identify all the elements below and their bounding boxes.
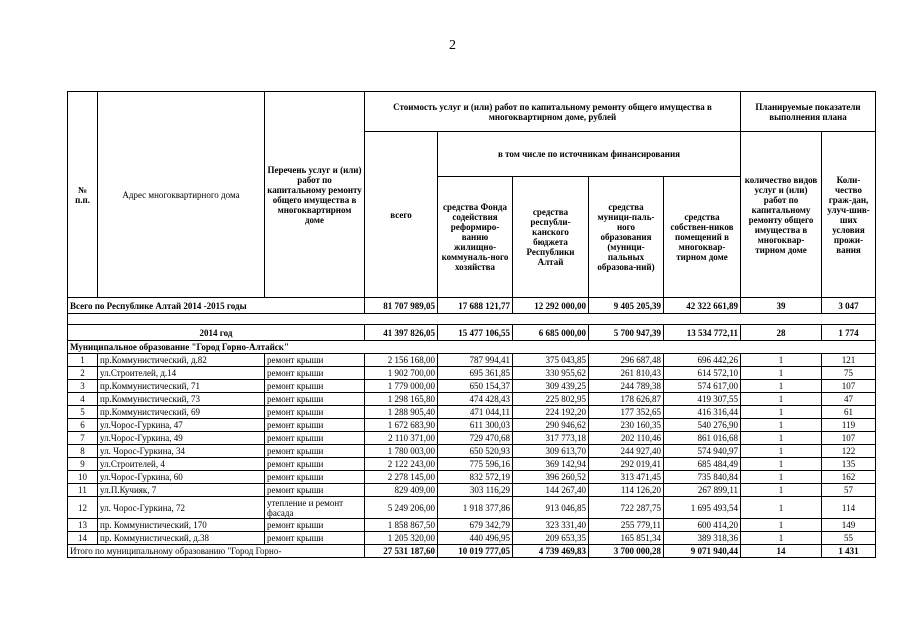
spacer-row — [68, 314, 876, 325]
cell-total: 5 249 206,00 — [365, 497, 438, 519]
header-municipal: средства муници-паль-ного образования (муници-пальных образова-ний) — [589, 177, 664, 298]
cell-fund: 650 154,37 — [438, 380, 513, 393]
cell-work: ремонт крыши — [265, 354, 365, 367]
cell-republic: 309 439,25 — [513, 380, 589, 393]
cell-services: 1 — [741, 380, 822, 393]
cell-citizens: 162 — [822, 471, 876, 484]
page-number: 2 — [449, 38, 456, 53]
cell-fund: 10 019 777,05 — [438, 545, 513, 558]
cell-address: ул.Строителей, 4 — [98, 458, 265, 471]
cell-address: ул.П.Кучияк, 7 — [98, 484, 265, 497]
cell-citizens: 55 — [822, 532, 876, 545]
cell-work: ремонт крыши — [265, 484, 365, 497]
cell-services: 1 — [741, 458, 822, 471]
municipal-total-section — [68, 545, 876, 558]
cell-fund: 695 361,85 — [438, 367, 513, 380]
cell-services: 1 — [741, 406, 822, 419]
cell-owners: 42 322 661,89 — [664, 298, 741, 314]
cell-address: пр. Коммунистический, д.38 — [98, 532, 265, 545]
cell-republic: 209 653,35 — [513, 532, 589, 545]
cell-municipal: 244 927,40 — [589, 445, 664, 458]
table-row — [68, 406, 876, 419]
table-row — [68, 458, 876, 471]
cell-total: 1 672 683,90 — [365, 419, 438, 432]
cell-services: 1 — [741, 519, 822, 532]
cell-republic: 330 955,62 — [513, 367, 589, 380]
cell-num: 5 — [68, 406, 98, 419]
cell-address: ул.Чорос-Гуркина, 49 — [98, 432, 265, 445]
cell-work: ремонт крыши — [265, 406, 365, 419]
cell-municipal: 202 110,46 — [589, 432, 664, 445]
table-row — [68, 532, 876, 545]
cell-republic: 323 331,40 — [513, 519, 589, 532]
cell-fund: 679 342,79 — [438, 519, 513, 532]
cell-owners: 419 307,55 — [664, 393, 741, 406]
cell-address: пр.Коммунистический, д.82 — [98, 354, 265, 367]
cell-republic: 4 739 469,83 — [513, 545, 589, 558]
cell-services: 1 — [741, 471, 822, 484]
cell-num: 3 — [68, 380, 98, 393]
cell-services: 1 — [741, 354, 822, 367]
cell-work: утепление и ремонт фасада — [265, 497, 365, 519]
cell-work: ремонт крыши — [265, 458, 365, 471]
cell-municipal: 177 352,65 — [589, 406, 664, 419]
municipality-label: Муниципальное образование "Город Горно-Алтайск" — [68, 341, 876, 354]
cell-citizens: 57 — [822, 484, 876, 497]
header-address: Адрес многоквартирного дома — [98, 92, 265, 298]
table-row — [68, 354, 876, 367]
table-row — [68, 432, 876, 445]
table-row — [68, 380, 876, 393]
summary-section — [68, 298, 876, 354]
header-fund: средства Фонда содействия реформиро-ванию жилищно-коммуналь-ного хозяйства — [438, 177, 513, 298]
cell-owners: 574 617,00 — [664, 380, 741, 393]
cell-work: ремонт крыши — [265, 445, 365, 458]
cell-municipal: 230 160,35 — [589, 419, 664, 432]
cell-num: 1 — [68, 354, 98, 367]
cell-num: 14 — [68, 532, 98, 545]
cell-work: ремонт крыши — [265, 367, 365, 380]
year-total-label: 2014 год — [68, 325, 365, 341]
cell-owners: 574 940,97 — [664, 445, 741, 458]
cell-fund: 729 470,68 — [438, 432, 513, 445]
cell-total: 1 288 905,40 — [365, 406, 438, 419]
cell-fund: 440 496,95 — [438, 532, 513, 545]
cell-num: 4 — [68, 393, 98, 406]
cell-num: 11 — [68, 484, 98, 497]
cell-municipal: 722 287,75 — [589, 497, 664, 519]
cell-address: ул. Чорос-Гуркина, 34 — [98, 445, 265, 458]
table-row — [68, 393, 876, 406]
table-row — [68, 445, 876, 458]
cell-work: ремонт крыши — [265, 380, 365, 393]
cell-republic: 12 292 000,00 — [513, 298, 589, 314]
cell-fund: 832 572,19 — [438, 471, 513, 484]
cell-fund: 471 044,11 — [438, 406, 513, 419]
cell-municipal: 292 019,41 — [589, 458, 664, 471]
cell-fund: 15 477 106,55 — [438, 325, 513, 341]
cell-fund: 611 300,03 — [438, 419, 513, 432]
cell-owners: 267 899,11 — [664, 484, 741, 497]
republic-total-label: Всего по Республике Алтай 2014 -2015 годы — [68, 298, 365, 314]
cell-num: 2 — [68, 367, 98, 380]
municipal-total-row — [68, 545, 876, 558]
cell-owners: 735 840,84 — [664, 471, 741, 484]
cell-municipal: 313 471,45 — [589, 471, 664, 484]
cell-citizens: 119 — [822, 419, 876, 432]
cell-work: ремонт крыши — [265, 532, 365, 545]
cell-citizens: 61 — [822, 406, 876, 419]
header-republic: средства республи-канского бюджета Республики Алтай — [513, 177, 589, 298]
cell-address: пр.Коммунистический, 71 — [98, 380, 265, 393]
cell-owners: 1 695 493,54 — [664, 497, 741, 519]
cell-address: ул.Строителей, д.14 — [98, 367, 265, 380]
cell-total: 829 409,00 — [365, 484, 438, 497]
table-row — [68, 484, 876, 497]
cell-work: ремонт крыши — [265, 419, 365, 432]
cell-owners: 540 276,90 — [664, 419, 741, 432]
table-row — [68, 419, 876, 432]
cell-work: ремонт крыши — [265, 471, 365, 484]
cell-num: 13 — [68, 519, 98, 532]
cell-total: 1 205 320,00 — [365, 532, 438, 545]
cell-owners: 861 016,68 — [664, 432, 741, 445]
cell-fund: 17 688 121,77 — [438, 298, 513, 314]
cell-municipal: 3 700 000,28 — [589, 545, 664, 558]
cell-address: пр. Коммунистический, 170 — [98, 519, 265, 532]
table-header — [68, 92, 876, 298]
cell-owners: 416 316,44 — [664, 406, 741, 419]
cell-services: 1 — [741, 445, 822, 458]
cell-services: 1 — [741, 419, 822, 432]
header-total: всего — [365, 132, 438, 298]
cell-citizens: 107 — [822, 432, 876, 445]
cell-total: 1 779 000,00 — [365, 380, 438, 393]
cell-services: 1 — [741, 497, 822, 519]
cell-municipal: 178 626,87 — [589, 393, 664, 406]
cell-citizens: 122 — [822, 445, 876, 458]
cell-republic: 6 685 000,00 — [513, 325, 589, 341]
cell-services: 1 — [741, 484, 822, 497]
cell-citizens: 75 — [822, 367, 876, 380]
cell-services: 1 — [741, 432, 822, 445]
cell-work: ремонт крыши — [265, 432, 365, 445]
cell-fund: 775 596,16 — [438, 458, 513, 471]
cell-owners: 600 414,20 — [664, 519, 741, 532]
cell-total: 2 156 168,00 — [365, 354, 438, 367]
cell-citizens: 135 — [822, 458, 876, 471]
cell-municipal: 255 779,11 — [589, 519, 664, 532]
cell-work: ремонт крыши — [265, 393, 365, 406]
cell-total: 1 858 867,50 — [365, 519, 438, 532]
cell-address: ул.Чорос-Гуркина, 47 — [98, 419, 265, 432]
cell-services: 1 — [741, 367, 822, 380]
cell-owners: 389 318,36 — [664, 532, 741, 545]
cell-num: 10 — [68, 471, 98, 484]
cell-services: 14 — [741, 545, 822, 558]
cell-total: 41 397 826,05 — [365, 325, 438, 341]
cell-services: 39 — [741, 298, 822, 314]
cell-citizens: 107 — [822, 380, 876, 393]
cell-fund: 787 994,41 — [438, 354, 513, 367]
cell-citizens: 1 774 — [822, 325, 876, 341]
cell-num: 8 — [68, 445, 98, 458]
table-row — [68, 519, 876, 532]
cell-total: 2 110 371,00 — [365, 432, 438, 445]
cell-total: 1 902 700,00 — [365, 367, 438, 380]
capital-repair-plan-table — [67, 91, 876, 558]
cell-owners: 13 534 772,11 — [664, 325, 741, 341]
header-num: № п.п. — [68, 92, 98, 298]
table-row — [68, 497, 876, 519]
cell-owners: 614 572,10 — [664, 367, 741, 380]
cell-municipal: 5 700 947,39 — [589, 325, 664, 341]
cell-republic: 224 192,20 — [513, 406, 589, 419]
cell-municipal: 244 789,38 — [589, 380, 664, 393]
cell-total: 2 122 243,00 — [365, 458, 438, 471]
cell-citizens: 114 — [822, 497, 876, 519]
table-row — [68, 367, 876, 380]
cell-total: 81 707 989,05 — [365, 298, 438, 314]
cell-republic: 309 613,70 — [513, 445, 589, 458]
header-owners: средства собствен-ников помещений в многоквар-тирном доме — [664, 177, 741, 298]
header-sources-group: в том числе по источникам финансирования — [438, 132, 741, 177]
cell-address: ул. Чорос-Гуркина, 72 — [98, 497, 265, 519]
cell-republic: 144 267,40 — [513, 484, 589, 497]
cell-fund: 650 520,93 — [438, 445, 513, 458]
municipal-total-label: Итого по муниципальному образованию "Город Горно- — [68, 545, 365, 558]
cell-citizens: 3 047 — [822, 298, 876, 314]
cell-fund: 1 918 377,86 — [438, 497, 513, 519]
cell-municipal: 296 687,48 — [589, 354, 664, 367]
cell-address: ул.Чорос-Гуркина, 60 — [98, 471, 265, 484]
cell-municipal: 114 126,20 — [589, 484, 664, 497]
cell-fund: 303 116,29 — [438, 484, 513, 497]
cell-total: 1 298 165,80 — [365, 393, 438, 406]
cell-address: пр.Коммунистический, 73 — [98, 393, 265, 406]
cell-fund: 474 428,43 — [438, 393, 513, 406]
cell-republic: 225 802,95 — [513, 393, 589, 406]
header-services-count: количество видов услуг и (или) работ по капитальному ремонту общего имущества в многоквар-тирном доме — [741, 132, 822, 298]
cell-services: 28 — [741, 325, 822, 341]
cell-citizens: 47 — [822, 393, 876, 406]
municipality-row — [68, 341, 876, 354]
cell-republic: 369 142,94 — [513, 458, 589, 471]
header-plan-group: Планируемые показатели выполнения плана — [741, 92, 876, 132]
cell-services: 1 — [741, 532, 822, 545]
house-rows — [68, 354, 876, 545]
cell-num: 6 — [68, 419, 98, 432]
cell-owners: 9 071 940,44 — [664, 545, 741, 558]
cell-municipal: 9 405 205,39 — [589, 298, 664, 314]
cell-republic: 290 946,62 — [513, 419, 589, 432]
cell-republic: 375 043,85 — [513, 354, 589, 367]
cell-total: 1 780 003,00 — [365, 445, 438, 458]
cell-address: пр.Коммунистический, 69 — [98, 406, 265, 419]
header-cost-group: Стоимость услуг и (или) работ по капитальному ремонту общего имущества в многоквартирном доме, рублей — [365, 92, 741, 132]
year-total-row — [68, 325, 876, 341]
cell-owners: 685 484,49 — [664, 458, 741, 471]
cell-total: 2 278 145,00 — [365, 471, 438, 484]
cell-work: ремонт крыши — [265, 519, 365, 532]
cell-owners: 696 442,26 — [664, 354, 741, 367]
cell-municipal: 165 851,34 — [589, 532, 664, 545]
republic-total-row — [68, 298, 876, 314]
cell-total: 27 531 187,60 — [365, 545, 438, 558]
cell-num: 7 — [68, 432, 98, 445]
cell-citizens: 121 — [822, 354, 876, 367]
cell-citizens: 149 — [822, 519, 876, 532]
header-works: Перечень услуг и (или) работ по капитальному ремонту общего имущества в многоквартирном доме — [265, 92, 365, 298]
cell-municipal: 261 810,43 — [589, 367, 664, 380]
cell-citizens: 1 431 — [822, 545, 876, 558]
cell-num: 12 — [68, 497, 98, 519]
header-citizens: Коли-чество граж-дан, улуч-шив-ших условия прожи-вания — [822, 132, 876, 298]
table-row — [68, 471, 876, 484]
cell-republic: 913 046,85 — [513, 497, 589, 519]
cell-republic: 317 773,18 — [513, 432, 589, 445]
cell-services: 1 — [741, 393, 822, 406]
cell-num: 9 — [68, 458, 98, 471]
cell-republic: 396 260,52 — [513, 471, 589, 484]
